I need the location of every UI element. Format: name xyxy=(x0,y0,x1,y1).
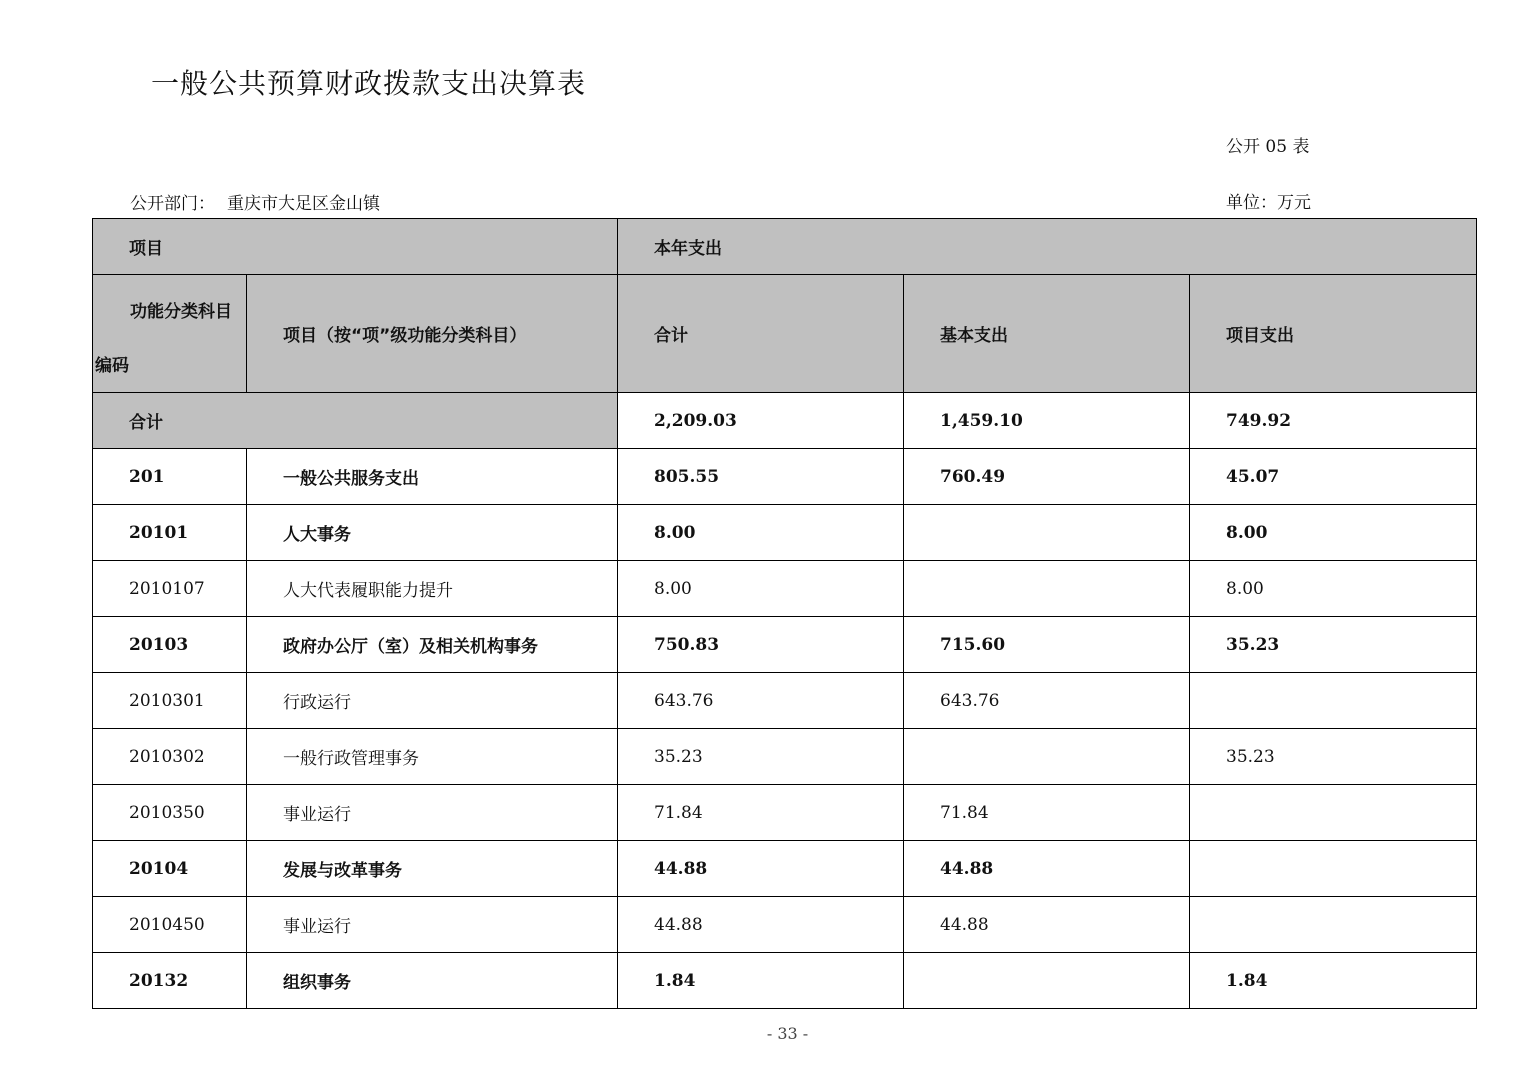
row-code: 2010450 xyxy=(93,897,247,953)
total-row xyxy=(93,393,1477,449)
row-name: 人大事务 xyxy=(247,505,618,561)
row-basic: 760.49 xyxy=(904,449,1190,505)
department xyxy=(130,189,380,214)
row-project: 8.00 xyxy=(1190,561,1477,617)
table-row xyxy=(93,561,1477,617)
row-total: 8.00 xyxy=(618,561,904,617)
row-project: 1.84 xyxy=(1190,953,1477,1009)
row-total: 8.00 xyxy=(618,505,904,561)
total-row-total: 2,209.03 xyxy=(618,393,904,449)
header-row-2 xyxy=(93,275,1477,393)
header-row-1 xyxy=(93,219,1477,275)
header-code-line1: 功能分类科目 xyxy=(130,302,232,322)
table-row xyxy=(93,617,1477,673)
row-name: 事业运行 xyxy=(247,785,618,841)
row-project: 8.00 xyxy=(1190,505,1477,561)
row-total: 750.83 xyxy=(618,617,904,673)
total-row-project: 749.92 xyxy=(1190,393,1477,449)
header-code-line2: 编码 xyxy=(95,356,129,376)
header-basic: 基本支出 xyxy=(904,275,1190,393)
row-code: 2010302 xyxy=(93,729,247,785)
row-basic: 715.60 xyxy=(904,617,1190,673)
row-code: 20132 xyxy=(93,953,247,1009)
table-row xyxy=(93,785,1477,841)
expenditure-table xyxy=(92,218,1477,1009)
row-project: 35.23 xyxy=(1190,617,1477,673)
row-code: 20103 xyxy=(93,617,247,673)
table-row xyxy=(93,449,1477,505)
form-id: 公开 05 表 xyxy=(1226,137,1310,157)
row-name: 人大代表履职能力提升 xyxy=(247,561,618,617)
row-total: 1.84 xyxy=(618,953,904,1009)
table-row xyxy=(93,953,1477,1009)
header-current-year: 本年支出 xyxy=(618,219,1477,275)
row-code: 2010301 xyxy=(93,673,247,729)
page-title: 一般公共预算财政拨款支出决算表 xyxy=(151,67,587,100)
row-project xyxy=(1190,673,1477,729)
row-basic: 71.84 xyxy=(904,785,1190,841)
row-total: 805.55 xyxy=(618,449,904,505)
total-row-basic: 1,459.10 xyxy=(904,393,1190,449)
table-row xyxy=(93,673,1477,729)
row-name: 政府办公厅（室）及相关机构事务 xyxy=(247,617,618,673)
row-total: 71.84 xyxy=(618,785,904,841)
row-basic: 643.76 xyxy=(904,673,1190,729)
department-name: 重庆市大足区金山镇 xyxy=(227,194,380,214)
row-code: 2010350 xyxy=(93,785,247,841)
row-code: 20101 xyxy=(93,505,247,561)
row-name: 发展与改革事务 xyxy=(247,841,618,897)
header-item-name: 项目（按“项”级功能分类科目） xyxy=(247,275,618,393)
header-project: 项目支出 xyxy=(1190,275,1477,393)
row-project xyxy=(1190,785,1477,841)
department-label: 公开部门： xyxy=(130,194,215,214)
row-total: 44.88 xyxy=(618,897,904,953)
table-row xyxy=(93,897,1477,953)
row-name: 一般行政管理事务 xyxy=(247,729,618,785)
row-code: 20104 xyxy=(93,841,247,897)
page-number: - 33 - xyxy=(766,1024,809,1043)
row-total: 35.23 xyxy=(618,729,904,785)
row-name: 组织事务 xyxy=(247,953,618,1009)
row-project: 45.07 xyxy=(1190,449,1477,505)
row-name: 行政运行 xyxy=(247,673,618,729)
header-code xyxy=(93,275,247,393)
row-basic xyxy=(904,729,1190,785)
row-basic xyxy=(904,953,1190,1009)
row-project xyxy=(1190,841,1477,897)
table-row xyxy=(93,505,1477,561)
total-row-label: 合计 xyxy=(93,393,618,449)
unit-label: 单位：万元 xyxy=(1226,193,1311,213)
row-name: 一般公共服务支出 xyxy=(247,449,618,505)
row-total: 643.76 xyxy=(618,673,904,729)
row-code: 201 xyxy=(93,449,247,505)
row-project xyxy=(1190,897,1477,953)
row-project: 35.23 xyxy=(1190,729,1477,785)
header-item: 项目 xyxy=(93,219,618,275)
header-total: 合计 xyxy=(618,275,904,393)
row-basic xyxy=(904,505,1190,561)
row-name: 事业运行 xyxy=(247,897,618,953)
row-total: 44.88 xyxy=(618,841,904,897)
row-basic: 44.88 xyxy=(904,897,1190,953)
row-code: 2010107 xyxy=(93,561,247,617)
row-basic: 44.88 xyxy=(904,841,1190,897)
table-row xyxy=(93,729,1477,785)
row-basic xyxy=(904,561,1190,617)
table-row xyxy=(93,841,1477,897)
